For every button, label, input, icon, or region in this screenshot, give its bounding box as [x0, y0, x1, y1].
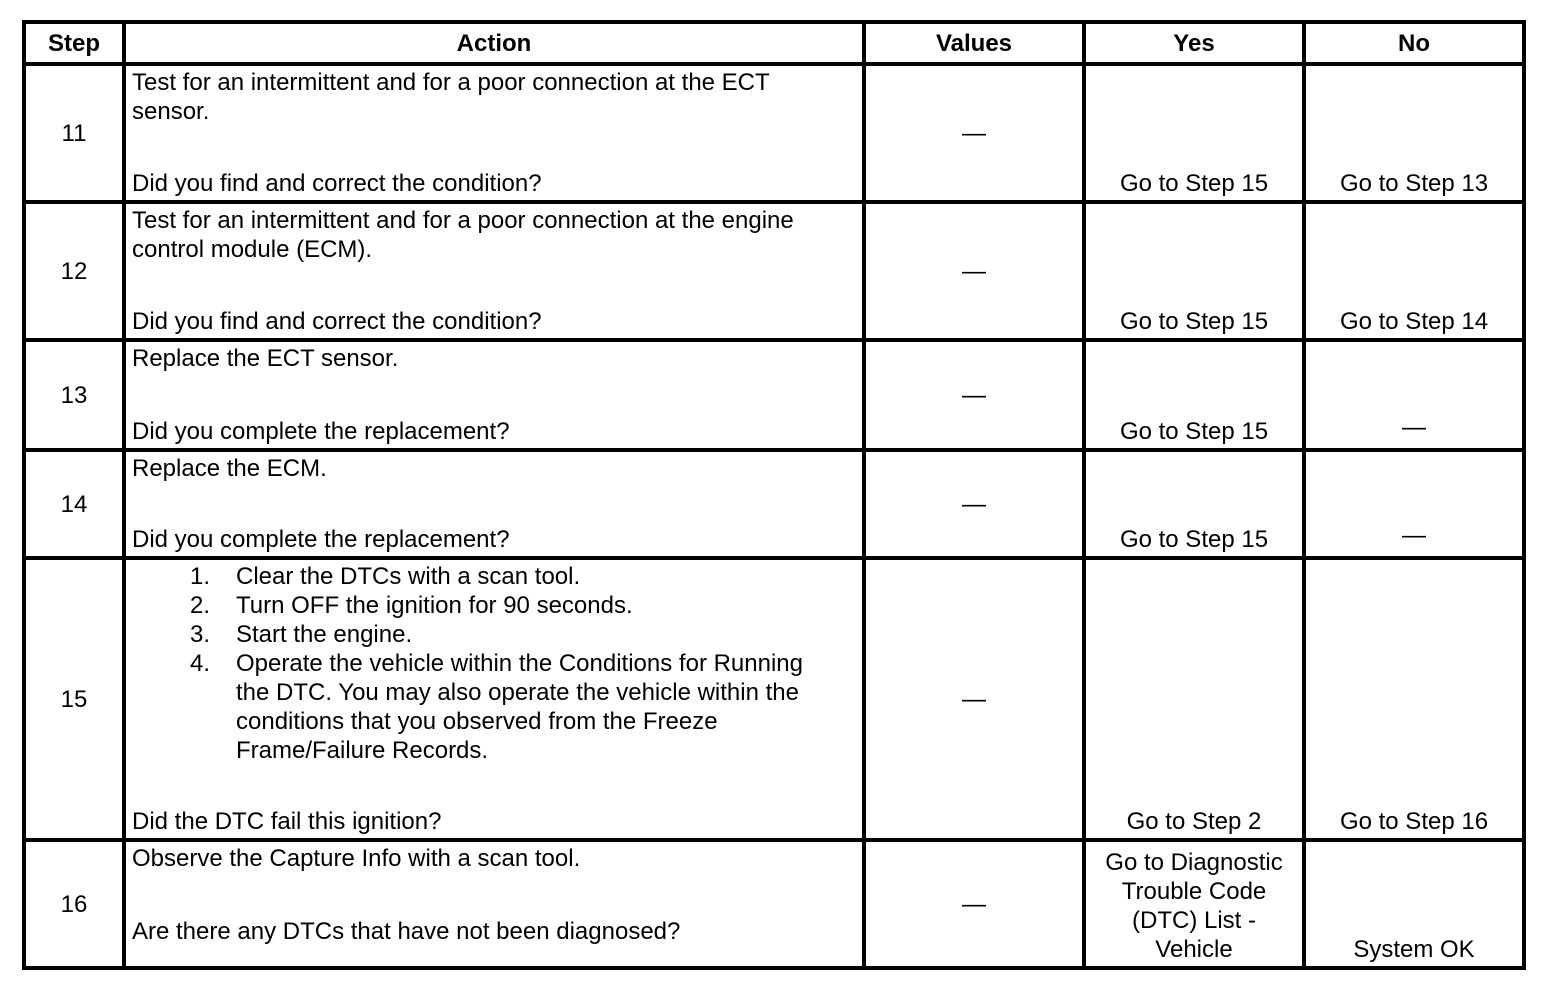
yes-cell	[1084, 450, 1304, 558]
yes-link[interactable]: Go to Step 15	[1119, 526, 1269, 553]
yes-cell	[1084, 840, 1304, 968]
action-text	[132, 68, 858, 126]
action-cell	[124, 202, 864, 340]
values-cell	[864, 64, 1084, 202]
substep-text: Start the engine.	[236, 621, 413, 648]
action-text: Replace the ECM.	[132, 455, 327, 482]
action-text	[132, 206, 858, 264]
no-cell	[1304, 340, 1524, 450]
values-cell	[864, 340, 1084, 450]
step-cell	[24, 840, 124, 968]
yes-link-line: (DTC) List -	[1132, 907, 1256, 934]
step-number: 15	[60, 685, 88, 713]
action-question: Did you complete the replacement?	[132, 526, 510, 553]
action-line: sensor.	[132, 98, 210, 125]
no-link[interactable]: System OK	[1353, 936, 1475, 963]
substep-number: 2.	[189, 592, 210, 619]
step-cell	[24, 202, 124, 340]
step-number: 11	[61, 119, 87, 147]
action-cell	[124, 840, 864, 968]
value-text: —	[962, 381, 986, 409]
no-cell	[1304, 558, 1524, 840]
table-row-step-16	[24, 840, 1524, 968]
header-yes: Yes	[1084, 22, 1304, 64]
step-number: 16	[60, 890, 88, 918]
substep-text: Turn OFF the ignition for 90 seconds.	[236, 592, 633, 619]
value-text: —	[962, 685, 986, 713]
header-action: Action	[124, 22, 864, 64]
substep-number: 4.	[189, 650, 210, 677]
action-line: control module (ECM).	[132, 236, 373, 263]
value-text: —	[962, 490, 986, 518]
action-cell	[124, 450, 864, 558]
yes-link[interactable]: Go to Step 15	[1119, 418, 1269, 445]
action-question: Did the DTC fail this ignition?	[132, 808, 442, 835]
value-text: —	[962, 890, 986, 918]
substep-item	[132, 620, 858, 649]
action-cell	[124, 558, 864, 840]
yes-link-line: Trouble Code	[1121, 878, 1267, 905]
substep-text-line: Frame/Failure Records.	[236, 737, 489, 764]
substep-text: Clear the DTCs with a scan tool.	[236, 563, 581, 590]
values-cell	[864, 840, 1084, 968]
table-row-step-13	[24, 340, 1524, 450]
no-link[interactable]: Go to Step 16	[1339, 808, 1489, 835]
yes-link[interactable]	[1086, 842, 1302, 966]
table-row-step-15	[24, 558, 1524, 840]
yes-cell	[1084, 64, 1304, 202]
header-values: Values	[864, 22, 1084, 64]
substep-text-line: conditions that you observed from the Freeze	[236, 708, 718, 735]
step-cell	[24, 558, 124, 840]
no-cell	[1304, 64, 1524, 202]
yes-link[interactable]: Go to Step 15	[1119, 308, 1269, 335]
substep-number: 3.	[189, 621, 210, 648]
no-cell	[1304, 840, 1524, 968]
header-row	[24, 22, 1524, 64]
no-value: —	[1402, 522, 1426, 549]
diagnostic-table	[22, 20, 1526, 970]
table-row-step-12	[24, 202, 1524, 340]
yes-cell	[1084, 340, 1304, 450]
header-step: Step	[24, 22, 124, 64]
action-text: Observe the Capture Info with a scan tool.	[132, 845, 581, 872]
substep-item	[132, 591, 858, 620]
table-row-step-14	[24, 450, 1524, 558]
no-cell	[1304, 450, 1524, 558]
value-text: —	[962, 257, 986, 285]
no-link[interactable]: Go to Step 14	[1339, 308, 1489, 335]
yes-cell	[1084, 558, 1304, 840]
action-question: Are there any DTCs that have not been diagnosed?	[132, 918, 681, 945]
substep-list	[132, 562, 858, 765]
yes-link-line: Vehicle	[1155, 936, 1233, 963]
no-cell	[1304, 202, 1524, 340]
values-cell	[864, 202, 1084, 340]
action-line: Test for an intermittent and for a poor connection at the engine	[132, 207, 794, 234]
value-text: —	[962, 119, 986, 147]
yes-link[interactable]: Go to Step 2	[1126, 808, 1262, 835]
substep-item	[132, 562, 858, 591]
values-cell	[864, 558, 1084, 840]
values-cell	[864, 450, 1084, 558]
substep-text-line: the DTC. You may also operate the vehicle within the	[236, 679, 799, 706]
action-line: Test for an intermittent and for a poor connection at the ECT	[132, 69, 770, 96]
yes-cell	[1084, 202, 1304, 340]
yes-link-line: Go to Diagnostic	[1105, 849, 1283, 876]
action-question: Did you find and correct the condition?	[132, 308, 542, 335]
step-cell	[24, 64, 124, 202]
no-link[interactable]: Go to Step 13	[1339, 170, 1489, 197]
substep-number: 1.	[189, 563, 210, 590]
substep-item	[132, 649, 858, 765]
step-cell	[24, 450, 124, 558]
header-no: No	[1304, 22, 1524, 64]
action-cell	[124, 64, 864, 202]
step-cell	[24, 340, 124, 450]
action-question: Did you find and correct the condition?	[132, 170, 542, 197]
action-cell	[124, 340, 864, 450]
substep-text-line: Operate the vehicle within the Conditions for Running	[236, 650, 803, 677]
step-number: 12	[60, 257, 88, 285]
step-number: 14	[60, 490, 88, 518]
no-value: —	[1402, 414, 1426, 441]
action-text: Replace the ECT sensor.	[132, 345, 399, 372]
action-question: Did you complete the replacement?	[132, 418, 510, 445]
yes-link[interactable]: Go to Step 15	[1119, 170, 1269, 197]
table-row-step-11	[24, 64, 1524, 202]
step-number: 13	[60, 381, 88, 409]
